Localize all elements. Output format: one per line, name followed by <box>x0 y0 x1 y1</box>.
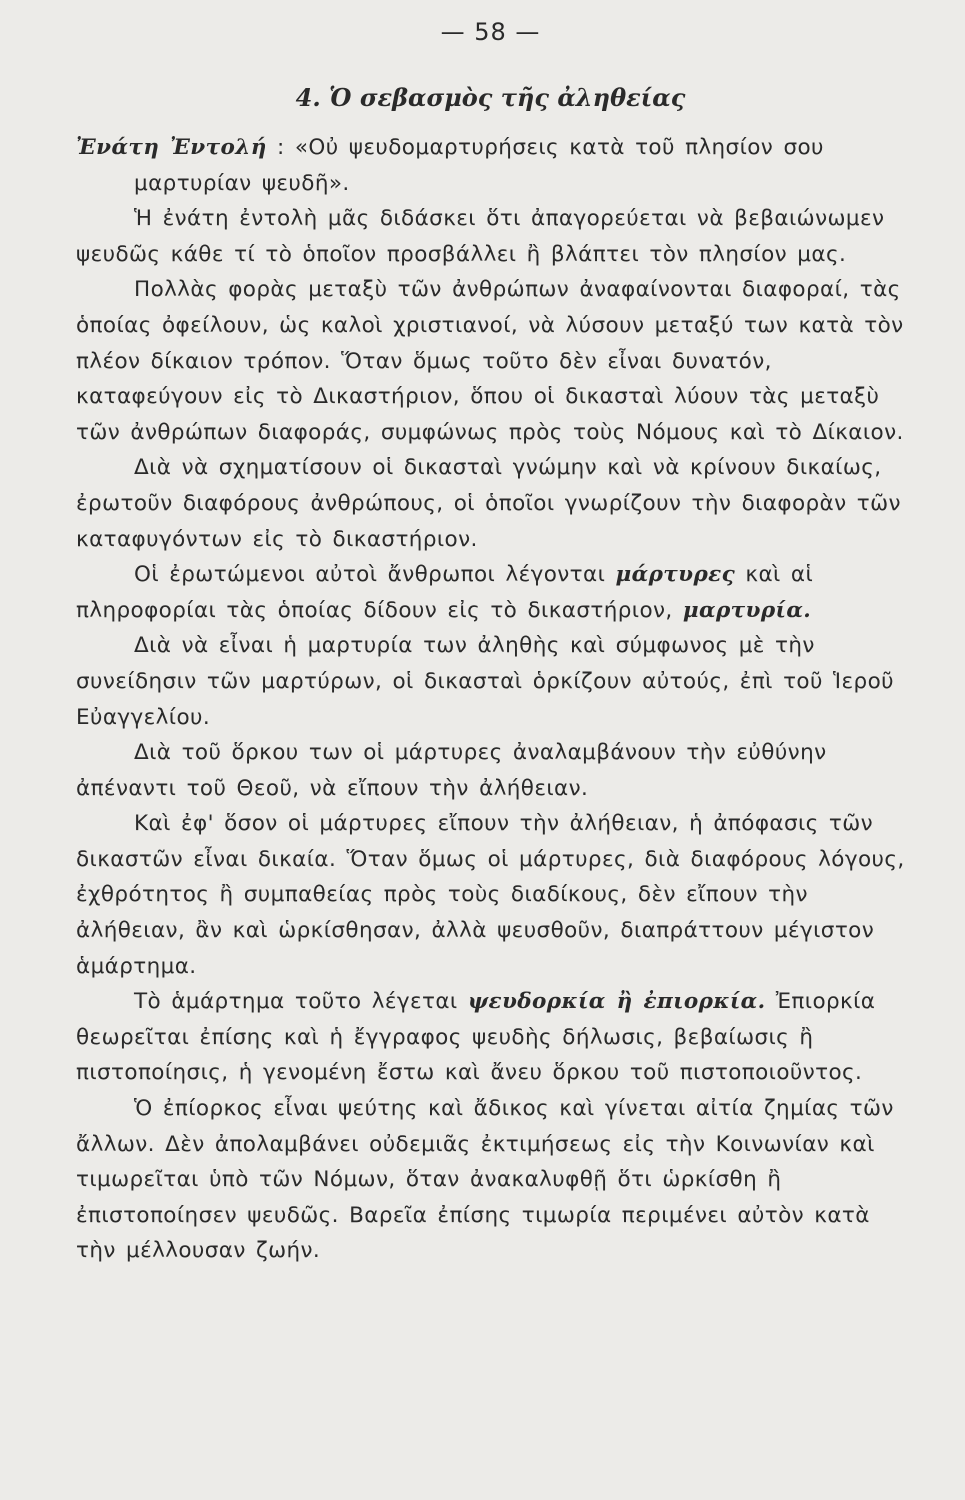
commandment-line <box>76 130 905 166</box>
paragraph: Διὰ νὰ σχηματίσουν οἱ δικασταὶ γνώμην καὶ νὰ κρίνουν δικαίως, ἐρωτοῦν διαφόρους ἀνθρώπους, οἱ ὁποῖοι γνωρίζουν τὴν διαφορὰν τῶν καταφυγόντων εἰς τὸ δικαστήριον. <box>76 455 901 552</box>
commandment-label: Ἐνάτη Ἐντολή <box>76 135 267 160</box>
term-witnesses: μάρτυρες <box>615 562 736 588</box>
paragraph-witnesses <box>76 557 905 628</box>
paragraph: Πολλὰς φορὰς μεταξὺ τῶν ἀνθρώπων ἀναφαίνονται διαφοραί, τὰς ὁποίας ὀφείλουν, ὡς καλοὶ χριστιανοί, νὰ λύσουν μεταξύ των κατὰ τὸν πλέον δίκαιον τρόπον. Ὅταν ὅμως τοῦτο δὲν εἶναι δυνατόν, καταφεύγουν εἰς τὸ Δικαστήριον, ὅπου οἱ δικασταὶ λύουν τὰς μεταξὺ τῶν ἀνθρώπων διαφοράς, συμφώνως πρὸς τοὺς Νόμους καὶ τὸ Δίκαιον. <box>76 277 904 445</box>
paragraph: Ὁ ἐπίορκος εἶναι ψεύτης καὶ ἄδικος καὶ γίνεται αἰτία ζημίας τῶν ἄλλων. Δὲν ἀπολαμβάνει οὐδεμιᾶς ἐκτιμήσεως εἰς τὴν Κοινωνίαν καὶ τιμωρεῖται ὑπὸ τῶν Νόμων, ὅταν ἀνακαλυφθῇ ὅτι ὡρκίσθη ἢ ἐπιστοποίησεν ψευδῶς. Βαρεῖα ἐπίσης τιμωρία περιμένει αὐτὸν κατὰ τὴν μέλλουσαν ζωήν. <box>76 1096 894 1264</box>
page-number: — 58 — <box>440 18 541 46</box>
body-text <box>76 130 905 1269</box>
section-heading: 4. Ὁ σεβασμὸς τῆς ἀληθείας <box>295 83 686 112</box>
commandment-quote: «Οὐ ψευδομαρτυρήσεις κατὰ τοῦ πλησίον σου <box>294 135 824 160</box>
paragraph: Ἡ ἐνάτη ἐντολὴ μᾶς διδάσκει ὅτι ἀπαγορεύεται νὰ βεβαιώνωμεν ψευδῶς κάθε τί τὸ ὁποῖον προσβάλλει ἢ βλάπτει τὸν πλησίον μας. <box>76 206 885 267</box>
commandment-separator: : <box>266 135 295 160</box>
paragraph-text: Οἱ ἐρωτώμενοι αὐτοὶ ἄνθρωποι λέγονται <box>134 562 616 588</box>
commandment-quote-continuation: μαρτυρίαν ψευδῆ». <box>134 170 350 196</box>
term-testimony: μαρτυρία. <box>682 597 812 623</box>
paragraph-text: καὶ αἱ πληροφορίαι τὰς ὁποίας δίδουν εἰς τὸ δικαστήριον, <box>76 562 814 623</box>
paragraph-text: Ἐπιορκία θεωρεῖται ἐπίσης καὶ ἡ ἔγγραφος ψευδὴς δήλωσις, βεβαίωσις ἢ πιστοποίησις, ἡ γενομένη ἔστω καὶ ἄνευ ὅρκου τοῦ πιστοποιοῦντος. <box>76 989 876 1086</box>
paragraph: Διὰ τοῦ ὅρκου των οἱ μάρτυρες ἀναλαμβάνουν τὴν εὐθύνην ἀπέναντι τοῦ Θεοῦ, νὰ εἴπουν τὴν ἀλήθειαν. <box>76 740 827 801</box>
term-perjury: ψευδορκία ἢ ἐπιορκία. <box>467 989 766 1015</box>
paragraph-text: Τὸ ἁμάρτημα τοῦτο λέγεται <box>134 989 468 1015</box>
paragraph: Καὶ ἐφ' ὅσον οἱ μάρτυρες εἴπουν τὴν ἀλήθειαν, ἡ ἀπόφασις τῶν δικαστῶν εἶναι δικαία. Ὅταν ὅμως οἱ μάρτυρες, διὰ διαφόρους λόγους, ἐχθρότητος ἢ συμπαθείας πρὸς τοὺς διαδίκους, δὲν εἴπουν τὴν ἀλήθειαν, ἂν καὶ ὡρκίσθησαν, ἀλλὰ ψευσθοῦν, διαπράττουν μέγιστον ἁμάρτημα. <box>76 811 905 979</box>
paragraph-perjury <box>76 984 905 1091</box>
paragraph: Διὰ νὰ εἶναι ἡ μαρτυρία των ἀληθὴς καὶ σύμφωνος μὲ τὴν συνείδησιν τῶν μαρτύρων, οἱ δικασταὶ ὁρκίζουν αὐτούς, ἐπὶ τοῦ Ἱεροῦ Εὐαγγελίου. <box>76 633 894 730</box>
